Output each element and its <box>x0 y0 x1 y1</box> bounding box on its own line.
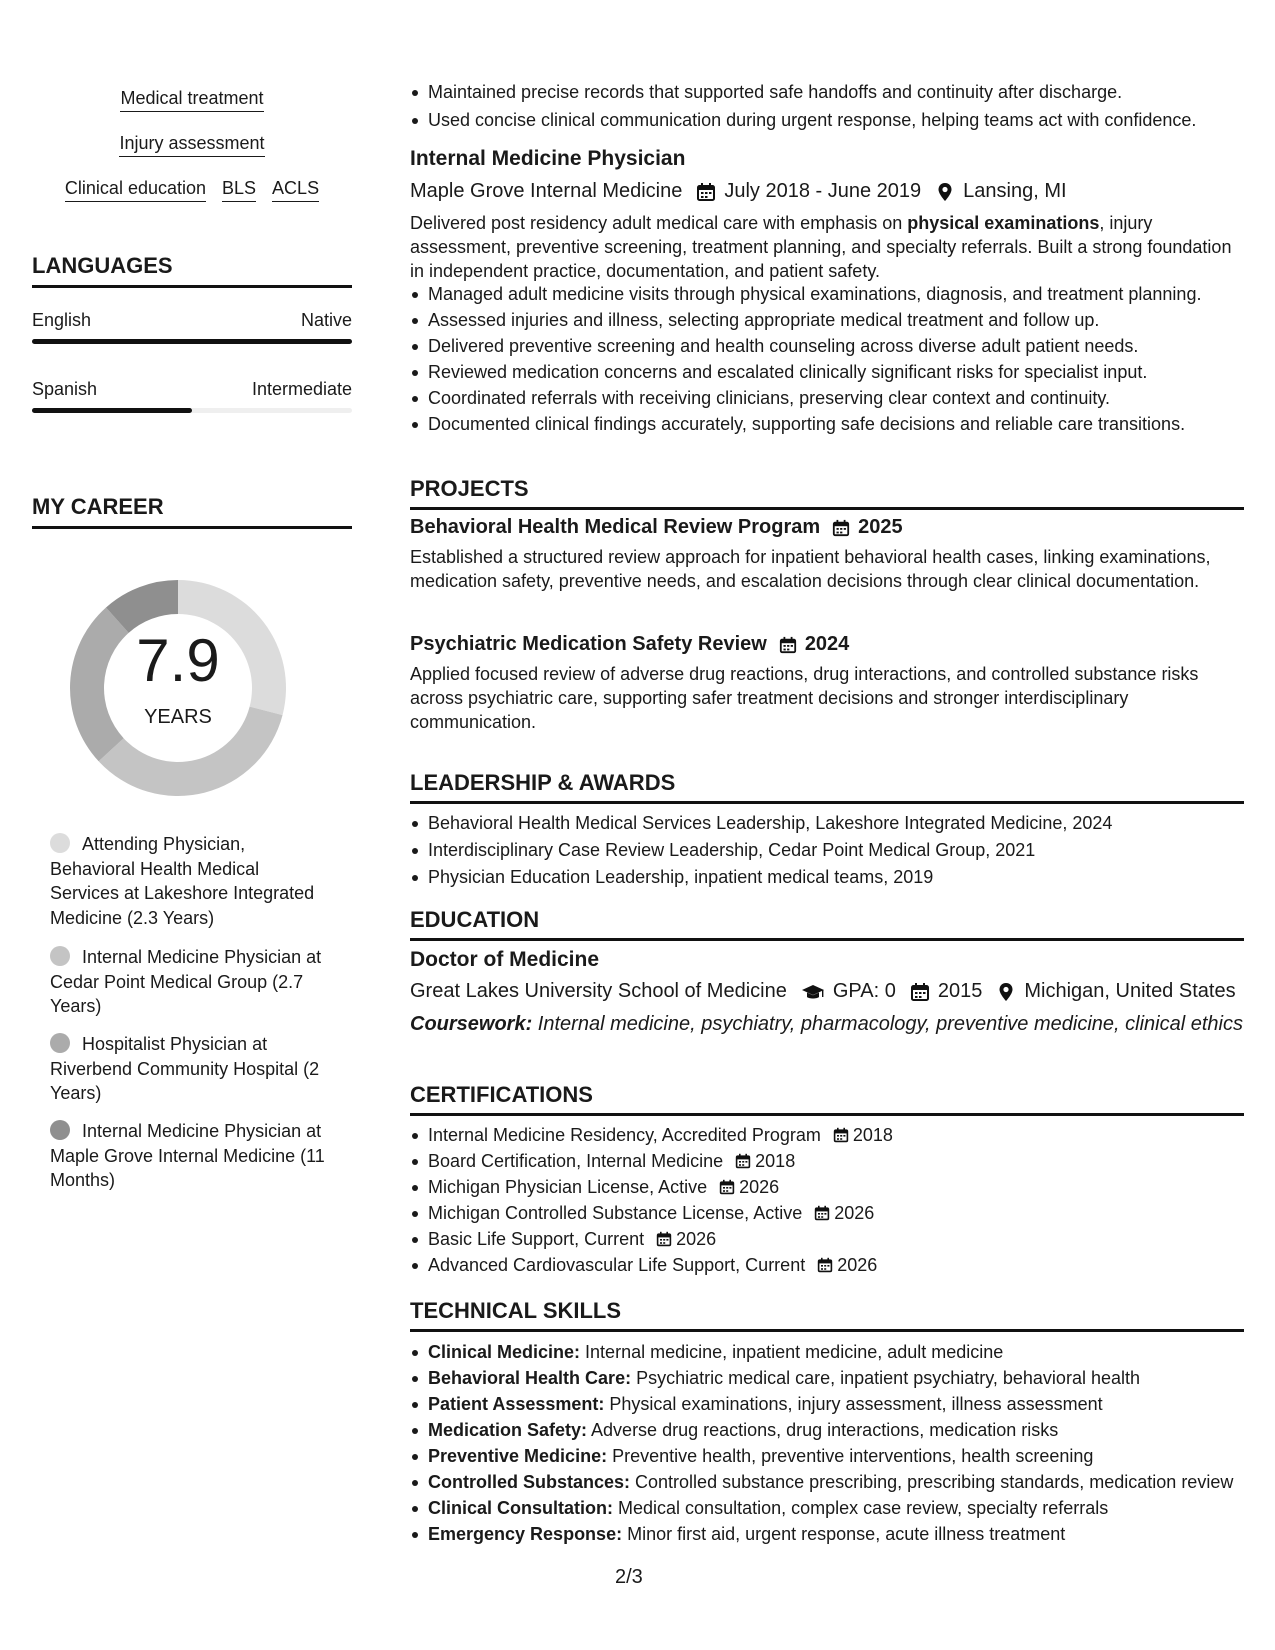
legend-dot <box>50 833 70 853</box>
career-total-unit: YEARS <box>144 706 212 728</box>
language-proficiency-fill <box>32 408 192 413</box>
career-legend-item <box>50 1119 330 1193</box>
technical-skill-item <box>410 1496 1244 1520</box>
education-year: 2015 <box>937 980 983 1002</box>
location-pin-icon <box>935 182 955 202</box>
calendar-icon <box>814 1203 830 1219</box>
location-pin-icon <box>996 982 1016 1002</box>
coursework-label: Coursework: <box>410 1013 533 1035</box>
language-item <box>32 310 352 344</box>
skill-details: Controlled substance prescribing, prescribing standards, medication review <box>630 1472 1234 1492</box>
language-item <box>32 379 352 413</box>
project-title: Psychiatric Medication Safety Review <box>410 633 767 655</box>
project-description: Established a structured review approach for inpatient behavioral health cases, linking examinations, medication safety, preventive needs, and escalation decisions through clear clinical documentation. <box>410 547 1211 591</box>
skill-category: Preventive Medicine: <box>428 1446 608 1466</box>
languages-heading: LANGUAGES <box>32 253 352 288</box>
bullet-item: Delivered preventive screening and health counseling across diverse adult patient needs. <box>410 334 1244 358</box>
legend-dot <box>50 1033 70 1053</box>
bullet-item: Behavioral Health Medical Services Leadership, Lakeshore Integrated Medicine, 2024 <box>410 811 1244 835</box>
skill-category: Medication Safety: <box>428 1420 588 1440</box>
project-title: Behavioral Health Medical Review Program <box>410 516 821 538</box>
page-number: 2/3 <box>615 1566 643 1588</box>
technical-skill-item <box>410 1522 1244 1546</box>
certification-item <box>410 1123 1244 1147</box>
calendar-icon <box>910 982 930 1002</box>
certification-item <box>410 1253 1244 1277</box>
leadership-heading: LEADERSHIP & AWARDS <box>410 770 1244 804</box>
main-column <box>410 0 1244 1650</box>
education-meta <box>410 980 1236 1003</box>
calendar-icon <box>719 1177 735 1193</box>
bullet-item: Coordinated referrals with receiving clinicians, preserving clear context and continuity. <box>410 386 1244 410</box>
language-proficiency-fill <box>32 339 352 344</box>
bullet-item: Assessed injuries and illness, selecting appropriate medical treatment and follow up. <box>410 308 1244 332</box>
bullet-item: Used concise clinical communication during urgent response, helping teams act with confidence. <box>410 108 1244 132</box>
skill-details: Minor first aid, urgent response, acute illness treatment <box>622 1524 1066 1544</box>
skill-category: Clinical Consultation: <box>428 1498 614 1518</box>
certification-name: Michigan Physician License, Active <box>428 1177 708 1197</box>
job-summary-emphasis: physical examinations <box>907 213 1100 233</box>
language-name: English <box>32 310 92 330</box>
certification-year: 2018 <box>852 1125 893 1145</box>
career-legend-item <box>50 945 330 1019</box>
skill-category: Behavioral Health Care: <box>428 1368 632 1388</box>
bullet-item: Managed adult medicine visits through physical examinations, diagnosis, and treatment planning. <box>410 282 1244 306</box>
job-bullets <box>410 282 1244 436</box>
education-degree: Doctor of Medicine <box>410 948 600 971</box>
technical-skills-heading: TECHNICAL SKILLS <box>410 1298 1244 1332</box>
skill-tag: ACLS <box>272 178 319 202</box>
bullet-item: Physician Education Leadership, inpatient medical teams, 2019 <box>410 865 1244 889</box>
technical-skill-item <box>410 1470 1244 1494</box>
certification-item <box>410 1149 1244 1173</box>
education-heading: EDUCATION <box>410 907 1244 941</box>
graduation-cap-icon <box>801 982 825 1002</box>
calendar-icon <box>735 1151 751 1167</box>
leadership-list <box>410 811 1244 889</box>
project-year: 2025 <box>858 516 903 538</box>
skill-category: Clinical Medicine: <box>428 1342 581 1362</box>
projects-heading: PROJECTS <box>410 476 1244 510</box>
career-total-years: 7.9 <box>136 627 220 694</box>
skill-details: Psychiatric medical care, inpatient psychiatry, behavioral health <box>631 1368 1140 1388</box>
calendar-icon <box>696 182 716 202</box>
technical-skills-list <box>410 1340 1244 1546</box>
career-legend-item <box>50 1032 330 1106</box>
job-meta <box>410 180 1067 203</box>
calendar-icon <box>817 1255 833 1271</box>
project-title-row <box>410 633 849 656</box>
certification-year: 2026 <box>739 1177 780 1197</box>
skill-category: Patient Assessment: <box>428 1394 605 1414</box>
skill-details: Adverse drug reactions, drug interactions, medication risks <box>587 1420 1059 1440</box>
education-coursework <box>410 1012 1244 1037</box>
technical-skill-item <box>410 1392 1244 1416</box>
job-summary-text: Delivered post residency adult medical care with emphasis on <box>410 213 908 233</box>
skill-tag: Injury assessment <box>119 133 264 157</box>
skill-tag-row <box>32 133 352 157</box>
certification-item <box>410 1227 1244 1251</box>
certification-name: Basic Life Support, Current <box>428 1229 645 1249</box>
technical-skill-item <box>410 1366 1244 1390</box>
bullet-item: Interdisciplinary Case Review Leadership, Cedar Point Medical Group, 2021 <box>410 838 1244 862</box>
skill-tag-row <box>32 88 352 112</box>
skill-details: Preventive health, preventive interventions, health screening <box>607 1446 1094 1466</box>
language-proficiency-bar <box>32 408 352 413</box>
skill-category: Controlled Substances: <box>428 1472 631 1492</box>
calendar-icon <box>779 636 797 654</box>
project-title-row <box>410 516 903 539</box>
skill-details: Internal medicine, inpatient medicine, adult medicine <box>580 1342 1004 1362</box>
legend-dot <box>50 1120 70 1140</box>
language-level: Native <box>300 310 352 330</box>
certification-name: Internal Medicine Residency, Accredited Program <box>428 1125 821 1145</box>
certifications-heading: CERTIFICATIONS <box>410 1082 1244 1116</box>
language-name: Spanish <box>32 379 98 399</box>
technical-skill-item <box>410 1444 1244 1468</box>
job-dates: July 2018 - June 2019 <box>724 180 922 202</box>
skill-tag: BLS <box>222 178 256 202</box>
skill-tag-row <box>32 178 352 202</box>
job-summary <box>410 211 1244 283</box>
language-proficiency-bar <box>32 339 352 344</box>
career-legend-label: Internal Medicine Physician at Cedar Point Medical Group (2.7 Years) <box>50 947 322 1016</box>
technical-skill-item <box>410 1418 1244 1442</box>
legend-dot <box>50 946 70 966</box>
certification-item <box>410 1201 1244 1225</box>
career-legend-label: Internal Medicine Physician at Maple Grove Internal Medicine (11 Months) <box>50 1121 325 1190</box>
coursework-text: Internal medicine, psychiatry, pharmacology, preventive medicine, clinical ethics <box>532 1013 1243 1035</box>
career-heading: MY CAREER <box>32 494 352 529</box>
calendar-icon <box>656 1229 672 1245</box>
skill-tag: Medical treatment <box>120 88 263 112</box>
project-description: Applied focused review of adverse drug reactions, drug interactions, and controlled substance risks across psychiatric care, supporting safer treatment decisions and stronger interdisciplinary communication. <box>410 664 1199 732</box>
certifications-list <box>410 1123 1244 1277</box>
education-location: Michigan, United States <box>1024 980 1236 1002</box>
certification-year: 2026 <box>837 1255 878 1275</box>
language-level: Intermediate <box>251 379 352 399</box>
calendar-icon <box>833 1125 849 1141</box>
certification-year: 2026 <box>676 1229 717 1249</box>
certification-year: 2026 <box>834 1203 875 1223</box>
job-title: Internal Medicine Physician <box>410 147 686 170</box>
bullet-item: Maintained precise records that supported safe handoffs and continuity after discharge. <box>410 80 1244 104</box>
career-legend-item <box>50 832 330 930</box>
sidebar <box>32 0 352 1650</box>
career-legend-label: Hospitalist Physician at Riverbend Community Hospital (2 Years) <box>50 1034 320 1103</box>
job-summary-text: , injury assessment, preventive screening, treatment planning, and specialty referrals. Built a strong foundation in independent practice, documentation, and patient safety. <box>410 213 1232 281</box>
certification-year: 2018 <box>755 1151 796 1171</box>
project-year: 2024 <box>804 633 850 655</box>
bullet-item: Documented clinical findings accurately, supporting safe decisions and reliable care transitions. <box>410 412 1244 436</box>
previous-job-bullets <box>410 80 1244 132</box>
technical-skill-item <box>410 1340 1244 1364</box>
certification-item <box>410 1175 1244 1199</box>
career-donut-chart <box>66 576 290 800</box>
certification-name: Advanced Cardiovascular Life Support, Current <box>428 1255 806 1275</box>
education-school: Great Lakes University School of Medicine <box>410 980 787 1002</box>
education-gpa: GPA: 0 <box>832 980 896 1002</box>
certification-name: Board Certification, Internal Medicine <box>428 1151 724 1171</box>
skill-details: Physical examinations, injury assessment, illness assessment <box>604 1394 1103 1414</box>
certification-name: Michigan Controlled Substance License, Active <box>428 1203 803 1223</box>
skill-details: Medical consultation, complex case review, specialty referrals <box>613 1498 1109 1518</box>
career-legend-label: Attending Physician, Behavioral Health Medical Services at Lakeshore Integrated Medicine (2.3 Years) <box>50 834 315 928</box>
skill-tag: Clinical education <box>65 178 206 202</box>
job-location: Lansing, MI <box>963 180 1067 202</box>
calendar-icon <box>832 519 850 537</box>
bullet-item: Reviewed medication concerns and escalated clinically significant risks for specialist input. <box>410 360 1244 384</box>
skill-category: Emergency Response: <box>428 1524 623 1544</box>
job-company: Maple Grove Internal Medicine <box>410 180 683 202</box>
